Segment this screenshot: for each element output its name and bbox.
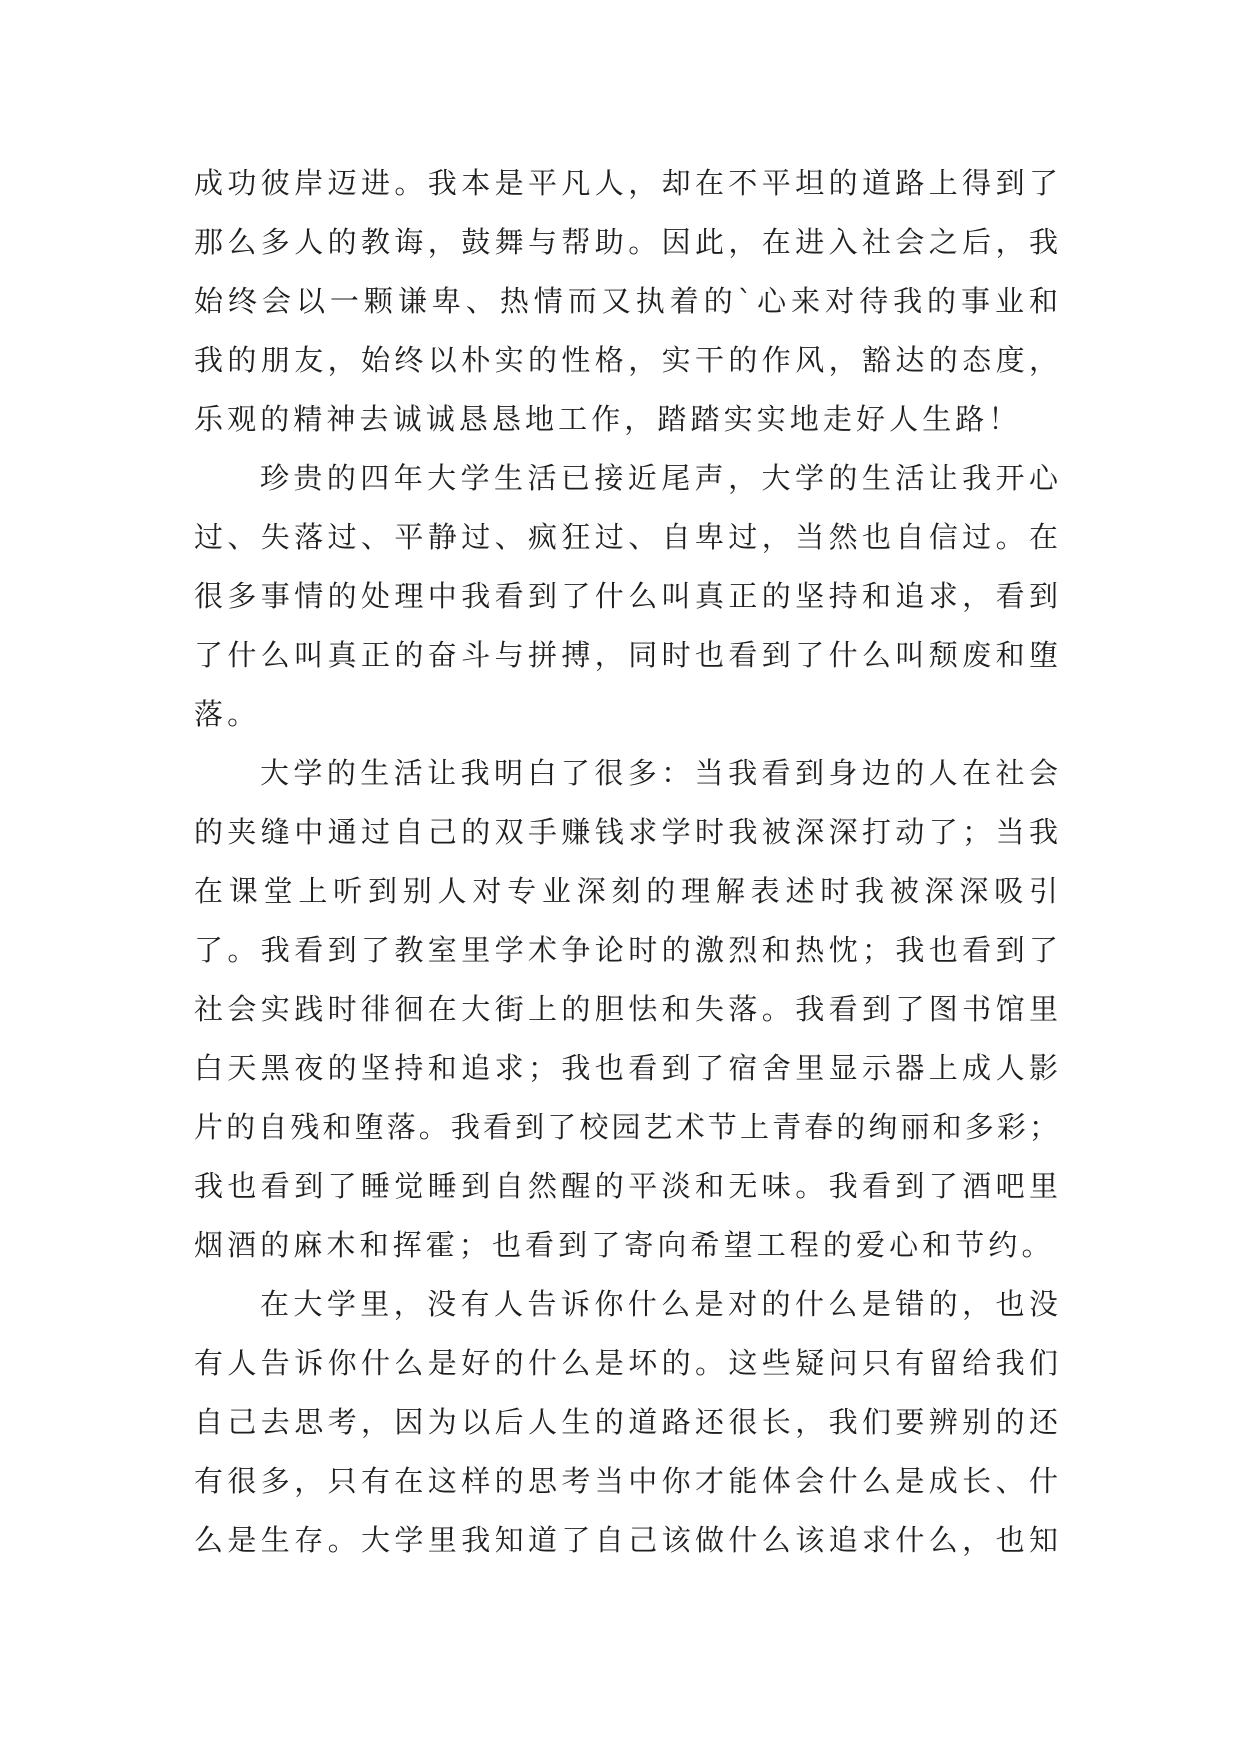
text-line: 乐观的精神去诚诚恳恳地工作，踏踏实实地走好人生路！ xyxy=(194,402,1022,436)
text-line: 珍贵的四年大学生活已接近尾声，大学的生活让我开心 xyxy=(260,461,1058,495)
text-line: 了什么叫真正的奋斗与拼搏，同时也看到了什么叫颓废和堕 xyxy=(194,638,1058,672)
paragraph xyxy=(194,154,1058,449)
text-line: 的夹缝中通过自己的双手赚钱求学时我被深深打动了；当我 xyxy=(194,815,1058,849)
text-line: 有人告诉你什么是好的什么是坏的。这些疑问只有留给我们 xyxy=(194,1346,1058,1380)
text-line: 我也看到了睡觉睡到自然醒的平淡和无味。我看到了酒吧里 xyxy=(194,1169,1058,1203)
text-line: 那么多人的教诲，鼓舞与帮助。因此，在进入社会之后，我 xyxy=(194,225,1058,259)
text-line: 白天黑夜的坚持和追求；我也看到了宿舍里显示器上成人影 xyxy=(194,1051,1058,1085)
text-line: 很多事情的处理中我看到了什么叫真正的坚持和追求，看到 xyxy=(194,579,1058,613)
document-body xyxy=(194,154,1058,1570)
text-line: 落。 xyxy=(194,697,261,731)
paragraph xyxy=(194,1275,1058,1570)
text-line: 么是生存。大学里我知道了自己该做什么该追求什么，也知 xyxy=(194,1523,1058,1557)
text-line: 在课堂上听到别人对专业深刻的理解表述时我被深深吸引 xyxy=(194,874,1058,908)
paragraph xyxy=(194,449,1058,744)
text-line: 在大学里，没有人告诉你什么是对的什么是错的，也没 xyxy=(260,1287,1058,1321)
text-line: 自己去思考，因为以后人生的道路还很长，我们要辨别的还 xyxy=(194,1405,1058,1439)
text-line: 烟酒的麻木和挥霍；也看到了寄向希望工程的爱心和节约。 xyxy=(194,1228,1055,1262)
text-line: 我的朋友，始终以朴实的性格，实干的作风，豁达的态度， xyxy=(194,343,1058,377)
text-line: 有很多，只有在这样的思考当中你才能体会什么是成长、什 xyxy=(194,1464,1058,1498)
text-line: 大学的生活让我明白了很多：当我看到身边的人在社会 xyxy=(260,756,1058,790)
text-line: 片的自残和堕落。我看到了校园艺术节上青春的绚丽和多彩； xyxy=(194,1110,1058,1144)
text-line: 社会实践时徘徊在大街上的胆怯和失落。我看到了图书馆里 xyxy=(194,992,1058,1026)
paragraph xyxy=(194,744,1058,1275)
text-line: 成功彼岸迈进。我本是平凡人，却在不平坦的道路上得到了 xyxy=(194,166,1058,200)
text-line: 过、失落过、平静过、疯狂过、自卑过，当然也自信过。在 xyxy=(194,520,1058,554)
text-line: 始终会以一颗谦卑、热情而又执着的`心来对待我的事业和 xyxy=(194,284,1058,318)
text-line: 了。我看到了教室里学术争论时的激烈和热忱；我也看到了 xyxy=(194,933,1058,967)
